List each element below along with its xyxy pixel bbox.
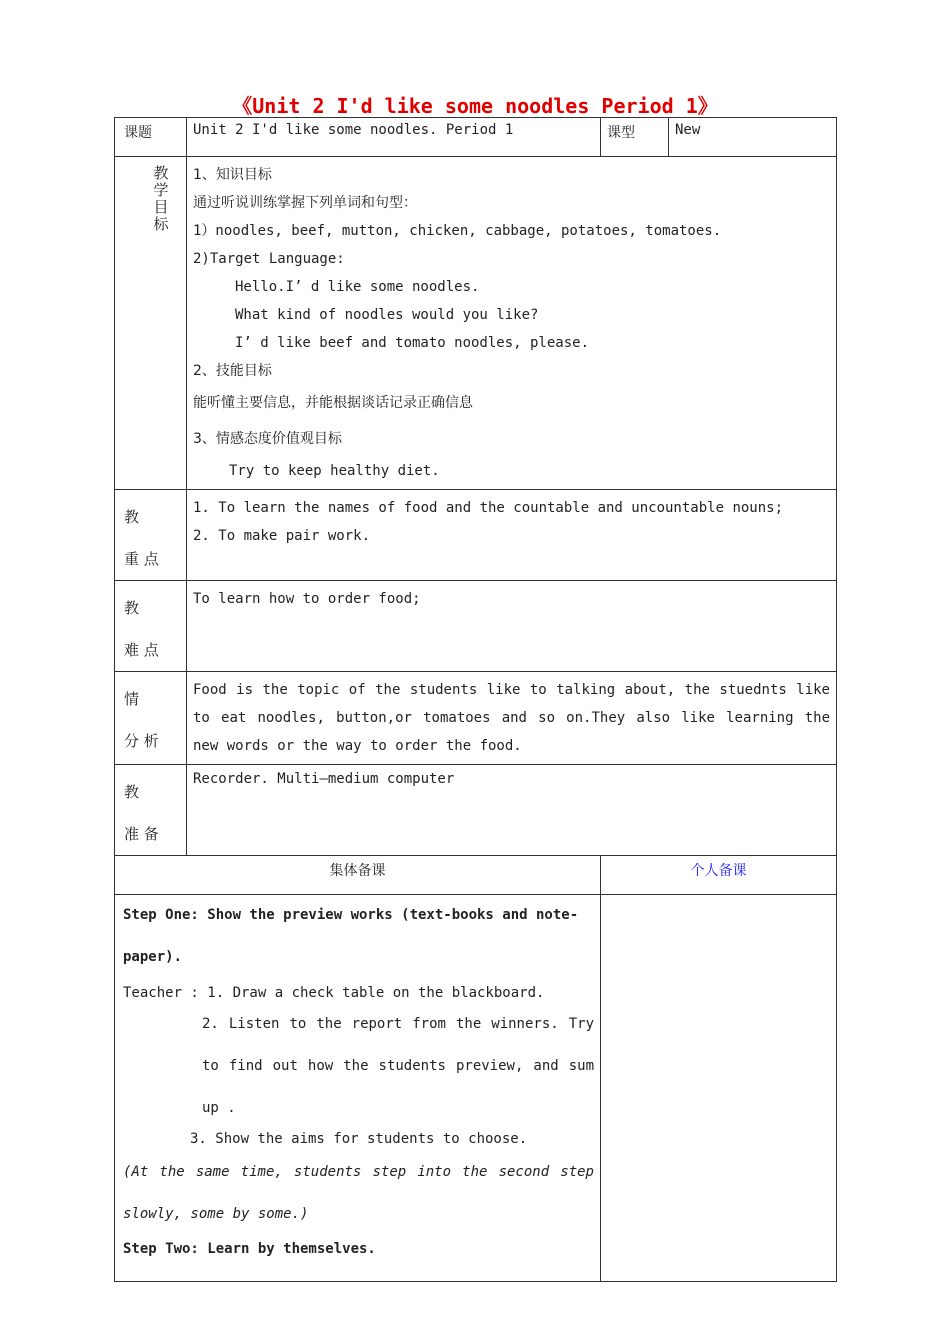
key-point-1: 1. To learn the names of food and the countable and uncountable nouns; bbox=[193, 500, 784, 516]
skill-text: 能听懂主要信息，并能根据谈话记录正确信息 bbox=[193, 395, 473, 411]
step-note: (At the same time, students step into the second step slowly, some by some.) bbox=[123, 1164, 594, 1222]
preparation-label-cell bbox=[115, 765, 187, 856]
key-points-label-bottom: 重 点 bbox=[124, 550, 159, 568]
knowledge-heading: 1、知识目标 bbox=[193, 167, 272, 183]
teacher-item-1: Teacher : 1. Draw a check table on the blackboard. bbox=[123, 985, 545, 1001]
teacher-item-3: 3. Show the aims for students to choose. bbox=[190, 1131, 528, 1147]
teacher-item-2: 2. Listen to the report from the winners. Try to find out how the students preview, and sum up . bbox=[202, 1016, 594, 1116]
personal-header: 个人备课 bbox=[601, 856, 837, 895]
preparation-content bbox=[187, 765, 837, 856]
analysis-label-top: 情 bbox=[124, 690, 140, 708]
difficulties-label-top: 教 bbox=[124, 599, 140, 617]
key-points-row bbox=[115, 490, 837, 581]
key-points-content bbox=[187, 490, 837, 581]
sentence-1: Hello.I’ d like some noodles. bbox=[235, 279, 480, 295]
analysis-label-cell bbox=[115, 672, 187, 765]
difficulties-row bbox=[115, 581, 837, 672]
type-value: New bbox=[669, 118, 837, 157]
skill-heading: 2、技能目标 bbox=[193, 363, 272, 379]
objectives-content bbox=[187, 157, 837, 490]
lesson-plan-table bbox=[114, 117, 837, 1282]
preparation-label bbox=[115, 765, 186, 855]
analysis-content bbox=[187, 672, 837, 765]
difficulties-label bbox=[115, 581, 186, 671]
target-heading: 2)Target Language: bbox=[193, 251, 345, 267]
step-two: Step Two: Learn by themselves. bbox=[123, 1241, 376, 1257]
key-points-label-cell bbox=[115, 490, 187, 581]
attitude-heading: 3、情感态度价值观目标 bbox=[193, 431, 342, 447]
key-point-2: 2. To make pair work. bbox=[193, 528, 371, 544]
document-title: 《Unit 2 I'd like some noodles Period 1》 bbox=[232, 94, 718, 118]
key-points-label-top: 教 bbox=[124, 508, 140, 526]
knowledge-intro: 通过听说训练掌握下列单词和句型： bbox=[193, 195, 417, 211]
personal-content bbox=[601, 895, 837, 1282]
objectives-label-cell bbox=[115, 157, 187, 490]
analysis-label-bottom: 分 析 bbox=[124, 732, 159, 750]
sentence-2: What kind of noodles would you like? bbox=[235, 307, 539, 323]
collective-header: 集体备课 bbox=[115, 856, 601, 895]
preparation-row bbox=[115, 765, 837, 856]
vocab-line: 1）noodles, beef, mutton, chicken, cabbage, potatoes, tomatoes. bbox=[193, 223, 722, 239]
analysis-text: Food is the topic of the students like to talking about, the stuednts like to eat noodles, button,or tomatoes and so on.They also like learning the new words or the way to order the food. bbox=[193, 682, 830, 754]
objectives-row bbox=[115, 157, 837, 490]
attitude-text: Try to keep healthy diet. bbox=[229, 463, 440, 479]
columns-row bbox=[115, 856, 837, 895]
subject-value: Unit 2 I'd like some noodles. Period 1 bbox=[187, 118, 601, 157]
analysis-row bbox=[115, 672, 837, 765]
step-one-line-2: paper). bbox=[123, 949, 183, 965]
difficulties-text: To learn how to order food; bbox=[193, 591, 421, 607]
preparation-text: Recorder. Multi—medium computer bbox=[193, 771, 455, 787]
analysis-label bbox=[115, 672, 186, 762]
preparation-label-top: 教 bbox=[124, 783, 140, 801]
subject-label: 课题 bbox=[115, 118, 187, 157]
difficulties-label-cell bbox=[115, 581, 187, 672]
steps-row bbox=[115, 895, 837, 1282]
header-row bbox=[115, 118, 837, 157]
objectives-label: 教学目标 bbox=[153, 164, 169, 233]
sentence-3: I’ d like beef and tomato noodles, please. bbox=[235, 335, 590, 351]
difficulties-content bbox=[187, 581, 837, 672]
step-one-line-1: Step One: Show the preview works (text-books and note- bbox=[123, 907, 579, 923]
key-points-label bbox=[115, 490, 186, 580]
preparation-label-bottom: 准 备 bbox=[124, 825, 159, 843]
type-label: 课型 bbox=[601, 118, 669, 157]
collective-content bbox=[115, 895, 601, 1282]
difficulties-label-bottom: 难 点 bbox=[124, 641, 159, 659]
